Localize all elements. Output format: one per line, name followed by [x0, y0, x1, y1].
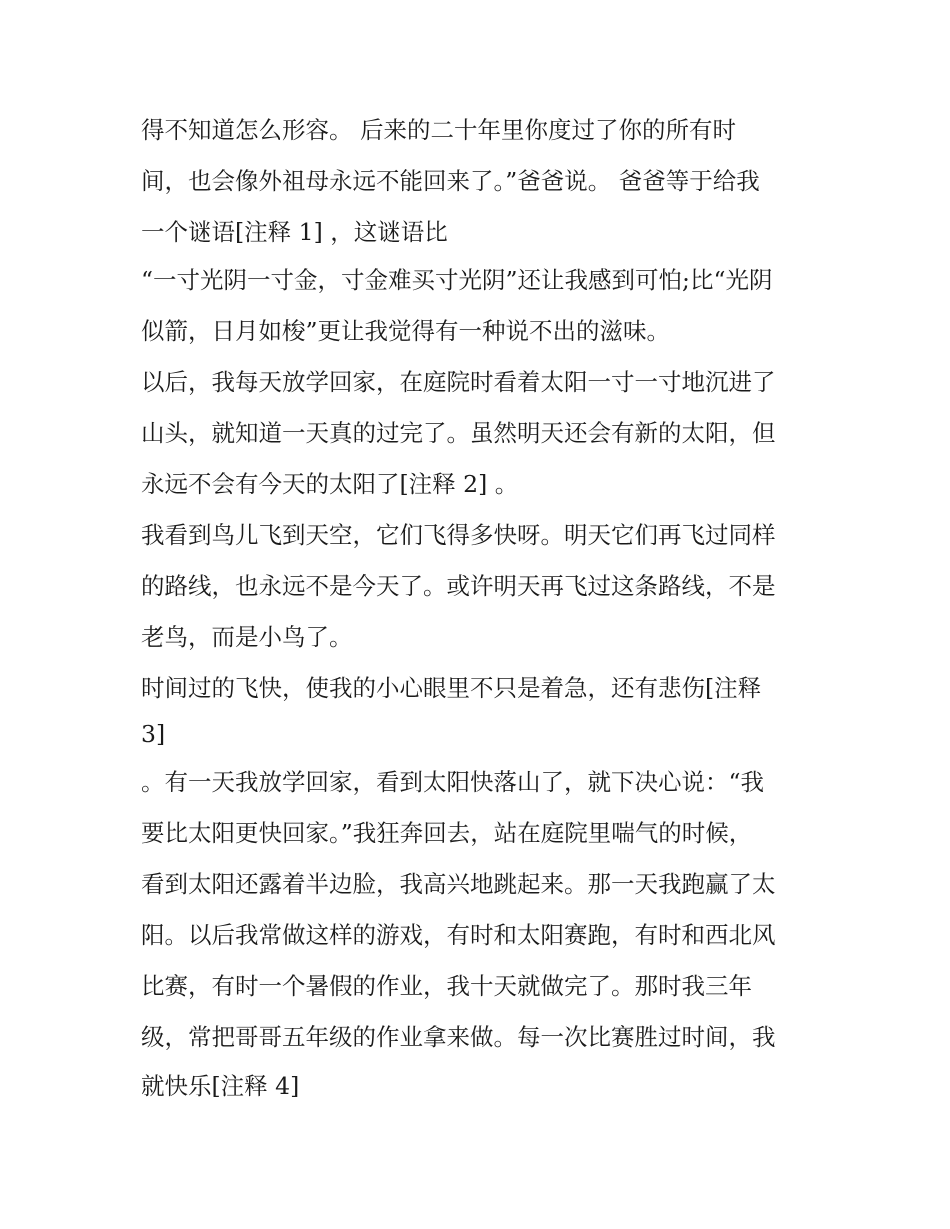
- text-line-9: 我看到鸟儿飞到天空，它们飞得多快呀。明天它们再飞过同样: [141, 521, 776, 549]
- text-line-4: “一寸光阴一寸金，寸金难买寸光阴”还让我感到可怕;比“光阴: [141, 266, 773, 294]
- text-line-14: 。有一天我放学回家，看到太阳快落山了，就下决心说：“我: [141, 768, 765, 796]
- text-line-18: 比赛，有时一个暑假的作业，我十天就做完了。那时我三年: [141, 972, 752, 1000]
- text-line-1: 得不知道怎么形容。 后来的二十年里你度过了你的所有时: [141, 116, 736, 144]
- text-line-6: 以后，我每天放学回家，在庭院时看着太阳一寸一寸地沉进了: [141, 368, 776, 396]
- text-line-20: 就快乐[注释 4]: [141, 1072, 300, 1100]
- text-line-11: 老鸟，而是小鸟了。: [141, 623, 353, 651]
- text-line-16: 看到太阳还露着半边脸，我高兴地跳起来。那一天我跑赢了太: [141, 870, 776, 898]
- text-line-2: 间，也会像外祖母永远不能回来了。”爸爸说。 爸爸等于给我: [141, 167, 760, 195]
- text-line-5: 似箭，日月如梭”更让我觉得有一种说不出的滋味。: [141, 317, 671, 345]
- text-line-3: 一个谜语[注释 1] ，这谜语比: [141, 218, 448, 246]
- text-line-19: 级，常把哥哥五年级的作业拿来做。每一次比赛胜过时间，我: [141, 1023, 776, 1051]
- text-line-8: 永远不会有今天的太阳了[注释 2] 。: [141, 470, 519, 498]
- text-line-15: 要比太阳更快回家。”我狂奔回去，站在庭院里喘气的时候，: [141, 819, 753, 847]
- text-line-7: 山头，就知道一天真的过完了。虽然明天还会有新的太阳，但: [141, 419, 776, 447]
- text-line-17: 阳。以后我常做这样的游戏，有时和太阳赛跑，有时和西北风: [141, 921, 776, 949]
- text-line-13: 3]: [141, 720, 166, 748]
- text-line-10: 的路线，也永远不是今天了。或许明天再飞过这条路线，不是: [141, 572, 776, 600]
- text-line-12: 时间过的飞快，使我的小心眼里不只是着急，还有悲伤[注释: [141, 674, 762, 702]
